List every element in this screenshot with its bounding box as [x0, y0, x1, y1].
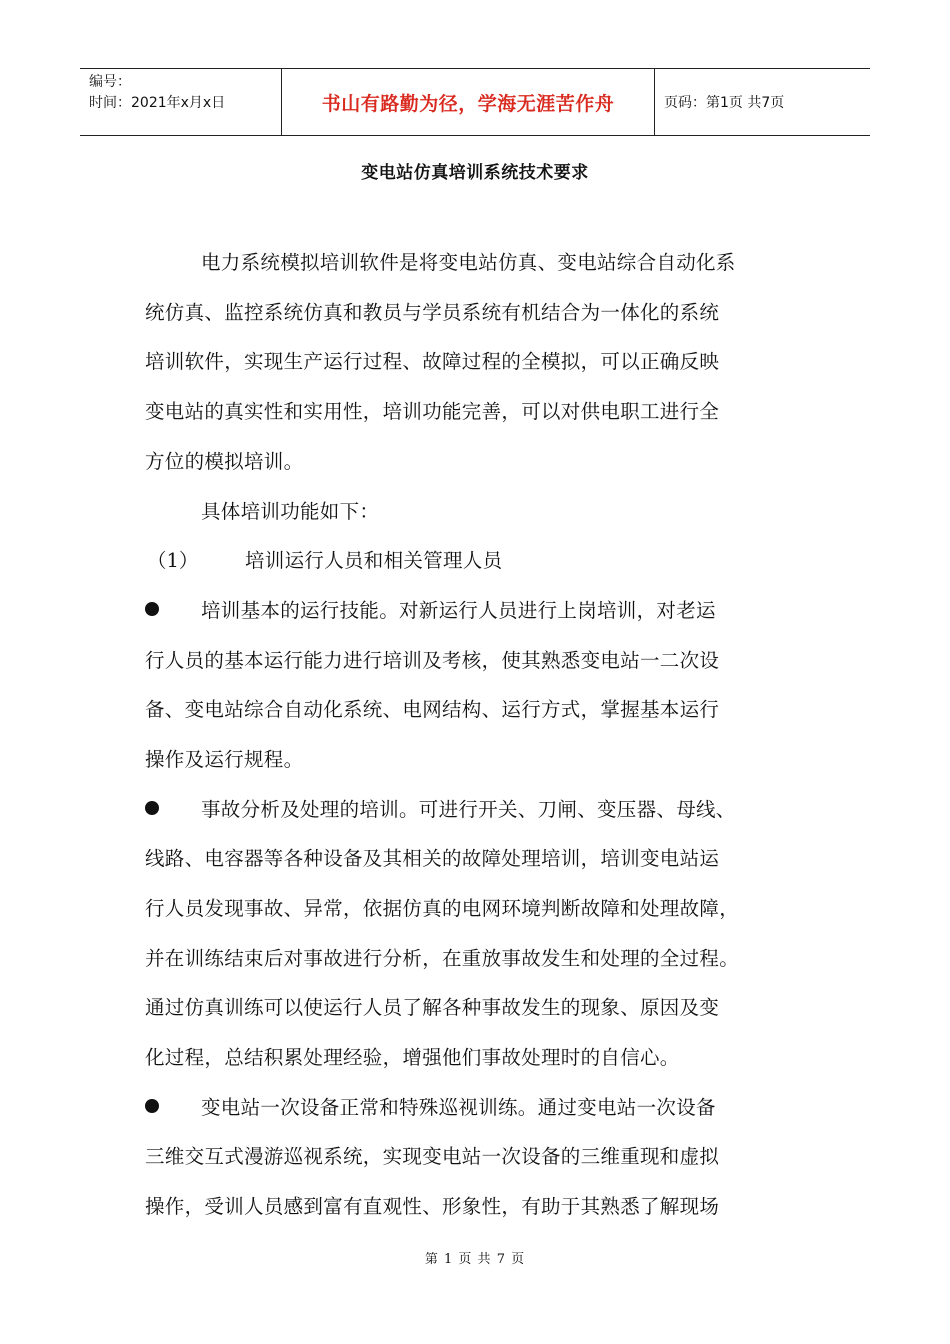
paragraph-line: 电力系统模拟培训软件是将变电站仿真、变电站综合自动化系 [201, 251, 736, 274]
section-heading: 培训运行人员和相关管理人员 [245, 549, 503, 572]
bullet-line: 变电站一次设备正常和特殊巡视训练。通过变电站一次设备 [201, 1096, 716, 1119]
bullet-icon [145, 602, 159, 616]
section-number: （1） [147, 549, 199, 572]
paragraph-line: 方位的模拟培训。 [145, 450, 304, 473]
paragraph-line: 备、变电站综合自动化系统、电网结构、运行方式，掌握基本运行 [145, 698, 720, 721]
code-label: 编号： [89, 74, 131, 90]
paragraph-line: 变电站的真实性和实用性，培训功能完善，可以对供电职工进行全 [145, 400, 720, 423]
document-title: 变电站仿真培训系统技术要求 [361, 163, 589, 183]
bullet-icon [145, 1099, 159, 1113]
paragraph-line: 线路、电容器等各种设备及其相关的故障处理培训，培训变电站运 [145, 847, 720, 870]
bullet-line: 事故分析及处理的培训。可进行开关、刀闸、变压器、母线、 [201, 798, 736, 821]
header-motto-cell [281, 69, 655, 135]
bullet-line: 培训基本的运行技能。对新运行人员进行上岗培训，对老运 [201, 599, 716, 622]
paragraph-line: 三维交互式漫游巡视系统，实现变电站一次设备的三维重现和虚拟 [145, 1145, 720, 1168]
paragraph-line: 化过程，总结积累处理经验，增强他们事故处理时的自信心。 [145, 1046, 680, 1069]
page-footer: 第 1 页 共 7 页 [424, 1252, 526, 1267]
header-page-cell [655, 69, 870, 135]
paragraph-line: 培训软件，实现生产运行过程、故障过程的全模拟，可以正确反映 [145, 350, 720, 373]
header-table [80, 68, 870, 136]
paragraph-line: 通过仿真训练可以使运行人员了解各种事故发生的现象、原因及变 [145, 996, 720, 1019]
paragraph-line: 统仿真、监控系统仿真和教员与学员系统有机结合为一体化的系统 [145, 301, 720, 324]
paragraph-line: 操作及运行规程。 [145, 748, 304, 771]
page-code: 页码：第1页 共7页 [664, 95, 785, 111]
paragraph-line: 操作，受训人员感到富有直观性、形象性，有助于其熟悉了解现场 [145, 1195, 720, 1218]
motto-text: 书山有路勤为径，学海无涯苦作舟 [321, 92, 615, 115]
header-left-cell [80, 69, 281, 135]
time-label: 时间：2021年x月x日 [89, 95, 226, 111]
paragraph-line: 行人员发现事故、异常，依据仿真的电网环境判断故障和处理故障， [145, 897, 740, 920]
bullet-icon [145, 801, 159, 815]
paragraph-line: 具体培训功能如下： [201, 500, 380, 523]
paragraph-line: 并在训练结束后对事故进行分析，在重放事故发生和处理的全过程。 [145, 947, 740, 970]
paragraph-line: 行人员的基本运行能力进行培训及考核，使其熟悉变电站一二次设 [145, 649, 720, 672]
